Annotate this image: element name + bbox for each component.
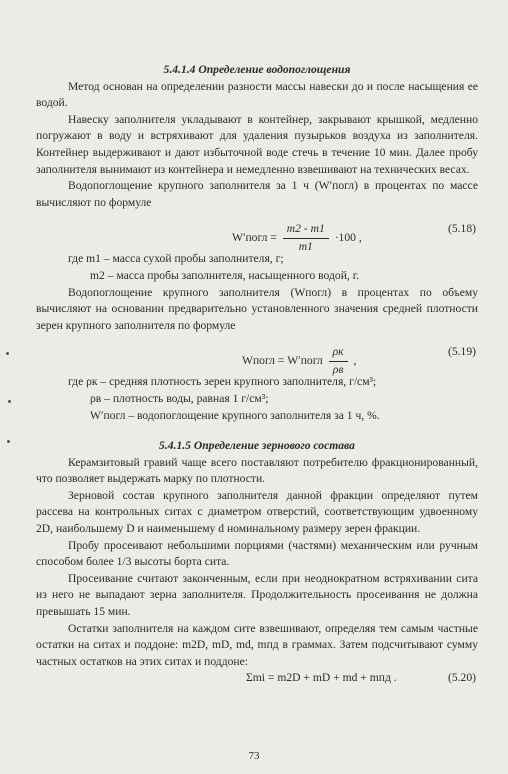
paragraph: Остатки заполнителя на каждом сите взвешивают, определяя тем самым частные остатки на ситах и поддоне: m2D, mD, md, mпд в граммах. Затем подсчитывают сумму частных остатков на этих ситах и поддоне:: [36, 621, 478, 668]
fraction-numerator: m2 - m1: [283, 221, 329, 239]
formula-number: (5.20): [447, 671, 476, 685]
paragraph: Керамзитовый гравий чаще всего поставляют потребителю фракционированный, что позволяет выдержать марку по плотности.: [36, 455, 478, 486]
definition: где ρк – средняя плотность зерен крупного заполнителя, г/см³;: [68, 375, 377, 389]
formula-number: (5.18): [447, 222, 476, 236]
fraction: [283, 221, 329, 255]
definition: где m1 – масса сухой пробы заполнителя, г;: [68, 252, 284, 266]
definition: W′погл – водопоглощение крупного заполнителя за 1 ч, %.: [90, 408, 380, 422]
section-heading-grain-composition: 5.4.1.5 Определение зернового состава: [159, 439, 355, 453]
paragraph: Пробу просеивают небольшими порциями (частями) механическим или ручным способом более 1/3 высоты борта сита.: [36, 538, 478, 569]
fraction-denominator: ρв: [332, 362, 344, 376]
scan-speck: [8, 400, 11, 403]
formula-5-20: [36, 670, 478, 690]
paragraph: Метод основан на определении разности массы навески до и после насыщения ее водой.: [36, 79, 478, 110]
paragraph: Зерновой состав крупного заполнителя данной фракции определяют путем рассева на контрольных ситах с диаметром отверстий, соответствующим удвоенному 2D, наибольшему D и наименьшему d номинальному размеру зерен фракции.: [36, 488, 478, 536]
paragraph: Просеивание считают законченным, если при неоднократном встряхивании сита из него не выпадают зерна заполнителя. Продолжительность просеивания не должна превышать 15 мин.: [36, 571, 478, 619]
fraction: [329, 344, 348, 378]
definition: ρв – плотность воды, равная 1 г/см³;: [90, 391, 269, 405]
scan-speck: [7, 440, 10, 443]
page-number: 73: [248, 750, 260, 762]
paragraph: Водопоглощение крупного заполнителя (Wпогл) в процентах по объему вычисляют на основании предварительно установленного значения средней плотности зерен крупного заполнителя по формуле: [36, 285, 478, 332]
scan-speck: [6, 352, 9, 355]
formula-number: (5.19): [447, 345, 476, 359]
fraction-denominator: m1: [298, 239, 313, 253]
formula-5-19: [36, 334, 478, 374]
section-heading-water-absorption: 5.4.1.4 Определение водопоглощения: [163, 63, 351, 76]
paragraph: Водопоглощение крупного заполнителя за 1 ч (W′погл) в процентах по массе вычисляют по формуле: [36, 179, 478, 209]
formula-5-18: [36, 211, 478, 251]
formula-lhs: W′погл =: [232, 231, 277, 245]
formula-lhs: Wпогл = W′погл: [242, 354, 323, 368]
formula-expression: Σmi = m2D + mD + md + mпд .: [246, 671, 397, 685]
definition: m2 – масса пробы заполнителя, насыщенного водой, г.: [90, 268, 360, 282]
formula-rhs: ·100 ,: [334, 231, 362, 245]
paragraph: Навеску заполнителя укладывают в контейнер, закрывают крышкой, медленно погружают в воду и встряхивают для удаления пузырьков воздуха из заполнителя. Контейнер выдерживают и дают избыточной воде стечь в течение 10 мин. Далее пробу заполнителя вынимают из контейнера и немедленно взвешивают на технических весах.: [36, 112, 478, 176]
fraction-numerator: ρк: [329, 344, 348, 362]
formula-rhs: ,: [353, 354, 357, 368]
